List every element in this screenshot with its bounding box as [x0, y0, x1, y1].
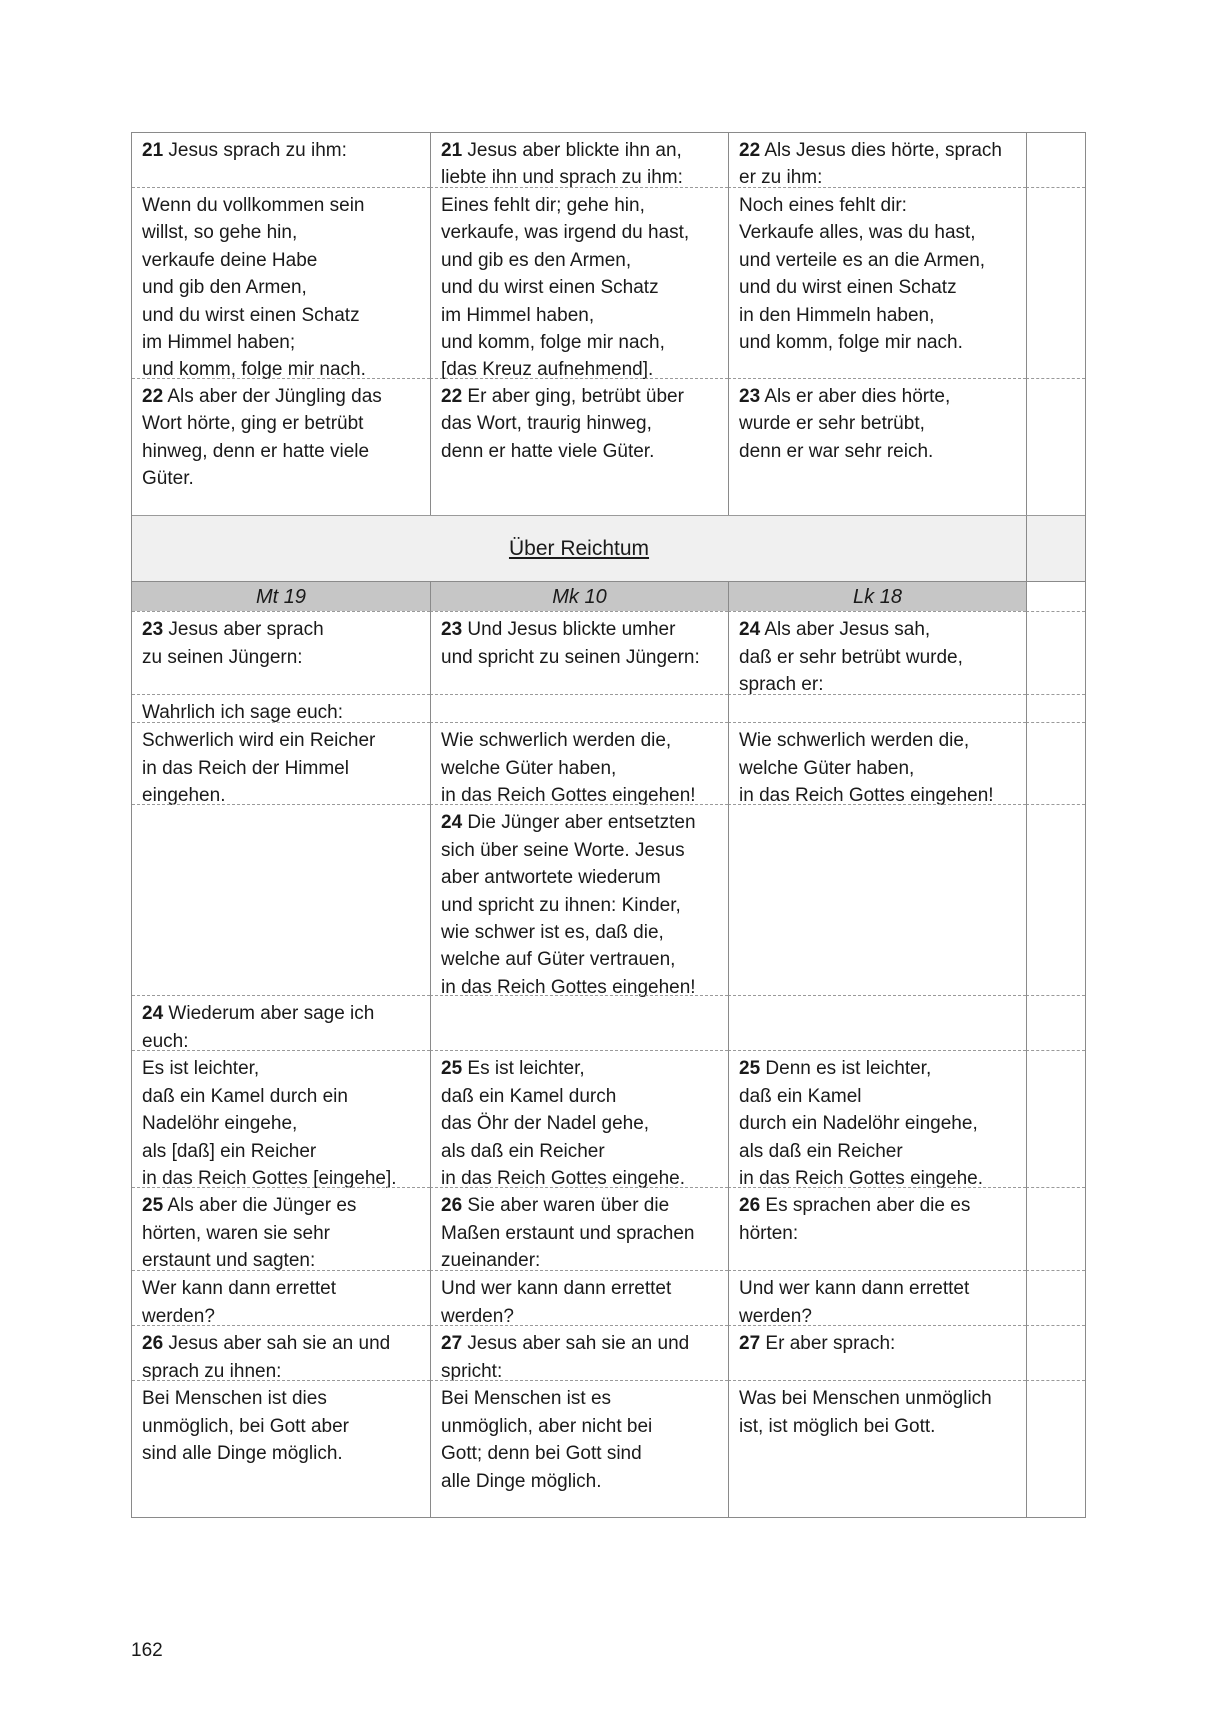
verse-number: 23	[142, 619, 164, 641]
table-cell	[132, 1050, 430, 1192]
page-number: 162	[131, 1640, 163, 1661]
empty-column-cell	[1026, 187, 1085, 384]
verse-text: Und wer kann dann errettet werden?	[739, 1278, 970, 1327]
table-row	[132, 132, 1085, 187]
empty-column-cell	[1026, 378, 1085, 515]
verse-number: 27	[739, 1333, 761, 1355]
column-header-row	[132, 581, 1085, 611]
table-cell	[132, 187, 430, 384]
table-row	[132, 1050, 1085, 1190]
table-cell	[728, 132, 1026, 192]
table-row	[132, 378, 1085, 515]
verse-text: Denn es ist leichter, daß ein Kamel durch ein Nadelöhr eingehe, als daß ein Reicher in das Reich Gottes eingehe.	[739, 1058, 983, 1190]
empty-column-cell	[1026, 722, 1085, 809]
table-row	[132, 1325, 1085, 1380]
table-row	[132, 1270, 1085, 1325]
table-row	[132, 611, 1085, 694]
verse-number: 26	[441, 1195, 463, 1217]
table-cell	[430, 1050, 728, 1192]
empty-column-cell	[1026, 581, 1085, 611]
table-cell	[132, 611, 430, 698]
verse-text: Jesus aber sprach zu seinen Jüngern:	[142, 619, 324, 668]
section-title-row	[132, 515, 1085, 581]
empty-column-cell	[1026, 516, 1085, 581]
verse-number: 22	[441, 386, 463, 407]
verse-number: 25	[142, 1195, 164, 1217]
verse-text: Jesus sprach zu ihm:	[163, 140, 347, 161]
verse-text: Und wer kann dann errettet werden?	[441, 1278, 672, 1327]
table-cell	[430, 722, 728, 809]
table-cell	[132, 132, 430, 192]
verse-text: Eines fehlt dir; gehe hin, verkaufe, was irgend du hast, und gib es den Armen, und du wirst einen Schatz im Himmel haben, und komm, folge mir nach, [das Kreuz aufnehmend].	[441, 195, 690, 381]
section-title: Über Reichtum	[508, 536, 650, 560]
table-cell	[430, 1270, 728, 1330]
table-row	[132, 1187, 1085, 1270]
verse-text: Wer kann dann errettet werden?	[142, 1278, 336, 1327]
table-cell	[728, 1325, 1026, 1385]
table-row	[132, 694, 1085, 722]
verse-text: Wie schwerlich werden die, welche Güter haben, in das Reich Gottes eingehen!	[739, 730, 994, 807]
table-cell	[430, 995, 728, 1055]
top-block	[132, 132, 1085, 515]
empty-column-cell	[1026, 804, 1085, 1001]
table-cell	[728, 1187, 1026, 1274]
verse-number: 21	[441, 140, 463, 161]
verse-number: 24	[441, 812, 463, 834]
verse-number: 25	[441, 1058, 463, 1080]
verse-text: Wahrlich ich sage euch:	[142, 702, 344, 724]
table-cell	[430, 1380, 728, 1517]
table-cell	[728, 804, 1026, 1001]
verse-text: Wie schwerlich werden die, welche Güter haben, in das Reich Gottes eingehen!	[441, 730, 696, 807]
table-cell	[728, 378, 1026, 515]
main-block	[132, 611, 1085, 1518]
table-cell	[728, 1380, 1026, 1517]
empty-column-cell	[1026, 1380, 1085, 1517]
verse-number: 27	[441, 1333, 463, 1355]
table-cell	[132, 1325, 430, 1385]
table-cell	[132, 722, 430, 809]
header-mt: Mt 19	[132, 581, 430, 611]
table-cell	[430, 804, 728, 1001]
verse-text: Wenn du vollkommen sein willst, so gehe hin, verkaufe deine Habe und gib den Armen, und du wirst einen Schatz im Himmel haben; und komm, folge mir nach.	[142, 195, 366, 381]
verse-number: 24	[142, 1003, 164, 1025]
verse-text: Jesus aber sah sie an und spricht:	[441, 1333, 690, 1382]
table-cell	[728, 1050, 1026, 1192]
verse-text: Und Jesus blickte umher und spricht zu seinen Jüngern:	[441, 619, 700, 668]
verse-text: Als aber der Jüngling das Wort hörte, ging er betrübt hinweg, denn er hatte viele Güter.	[142, 386, 382, 490]
table-cell	[430, 611, 728, 698]
table-cell	[132, 1380, 430, 1517]
table-cell	[132, 378, 430, 515]
verse-text: Die Jünger aber entsetzten sich über seine Worte. Jesus aber antwortete wiederum und spricht zu ihnen: Kinder, wie schwer ist es, daß die, welche auf Güter vertrauen, in das Reich Gottes eingehen!	[441, 812, 696, 998]
verse-text: Er aber sprach:	[760, 1333, 896, 1355]
verse-text: Noch eines fehlt dir: Verkaufe alles, was du hast, und verteile es an die Armen, und du wirst einen Schatz in den Himmeln haben, und komm, folge mir nach.	[739, 195, 986, 354]
verse-number: 21	[142, 140, 164, 161]
header-lk: Lk 18	[728, 581, 1026, 611]
verse-text: Sie aber waren über die Maßen erstaunt und sprachen zueinander:	[441, 1195, 695, 1272]
verse-text: Wiederum aber sage ich euch:	[142, 1003, 375, 1052]
table-cell	[132, 1270, 430, 1330]
verse-text: Als Jesus dies hörte, sprach er zu ihm:	[739, 140, 1002, 189]
table-cell	[430, 132, 728, 192]
verse-number: 23	[739, 386, 761, 407]
verse-number: 26	[739, 1195, 761, 1217]
verse-text: Als aber die Jünger es hörten, waren sie sehr erstaunt und sagten:	[142, 1195, 357, 1272]
verse-number: 26	[142, 1333, 164, 1355]
header-mk: Mk 10	[430, 581, 728, 611]
empty-column-cell	[1026, 611, 1085, 698]
verse-number: 22	[142, 386, 164, 407]
empty-column-cell	[1026, 1325, 1085, 1385]
verse-text: Jesus aber blickte ihn an, liebte ihn und sprach zu ihm:	[441, 140, 683, 189]
verse-text: Was bei Menschen unmöglich ist, ist möglich bei Gott.	[739, 1388, 992, 1437]
empty-column-cell	[1026, 1270, 1085, 1330]
verse-text: Bei Menschen ist dies unmöglich, bei Gott aber sind alle Dinge möglich.	[142, 1388, 350, 1465]
verse-number: 25	[739, 1058, 761, 1080]
verse-number: 22	[739, 140, 761, 161]
verse-text: Als er aber dies hörte, wurde er sehr betrübt, denn er war sehr reich.	[739, 386, 951, 462]
table-cell	[728, 995, 1026, 1055]
empty-column-cell	[1026, 1187, 1085, 1274]
table-row	[132, 1380, 1085, 1517]
verse-text: Schwerlich wird ein Reicher in das Reich der Himmel eingehen.	[142, 730, 376, 807]
verse-text: Bei Menschen ist es unmöglich, aber nicht bei Gott; denn bei Gott sind alle Dinge möglich.	[441, 1388, 653, 1492]
verse-text: Es ist leichter, daß ein Kamel durch ein Nadelöhr eingehe, als [daß] ein Reicher in das Reich Gottes [eingehe].	[142, 1058, 397, 1190]
table-cell	[430, 1187, 728, 1274]
table-cell	[728, 722, 1026, 809]
table-cell	[132, 804, 430, 1001]
table-cell	[430, 1325, 728, 1385]
verse-text: Es sprachen aber die es hörten:	[739, 1195, 971, 1244]
empty-column-cell	[1026, 1050, 1085, 1192]
table-cell	[728, 1270, 1026, 1330]
verse-number: 23	[441, 619, 463, 641]
verse-text: Jesus aber sah sie an und sprach zu ihnen:	[142, 1333, 391, 1382]
table-cell	[728, 187, 1026, 384]
table-cell	[728, 611, 1026, 698]
table-cell	[132, 1187, 430, 1274]
verse-text: Er aber ging, betrübt über das Wort, traurig hinweg, denn er hatte viele Güter.	[441, 386, 684, 462]
verse-number: 24	[739, 619, 761, 641]
table-cell	[132, 995, 430, 1055]
table-row	[132, 995, 1085, 1050]
verse-text: Es ist leichter, daß ein Kamel durch das Öhr der Nadel gehe, als daß ein Reicher in das Reich Gottes eingehe.	[441, 1058, 685, 1190]
table-row	[132, 187, 1085, 381]
empty-column-cell	[1026, 995, 1085, 1055]
verse-text: Als aber Jesus sah, daß er sehr betrübt wurde, sprach er:	[739, 619, 963, 696]
synopsis-table	[131, 132, 1086, 1518]
empty-column-cell	[1026, 132, 1085, 192]
table-cell	[430, 187, 728, 384]
table-row	[132, 804, 1085, 998]
table-row	[132, 722, 1085, 807]
table-cell	[430, 378, 728, 515]
